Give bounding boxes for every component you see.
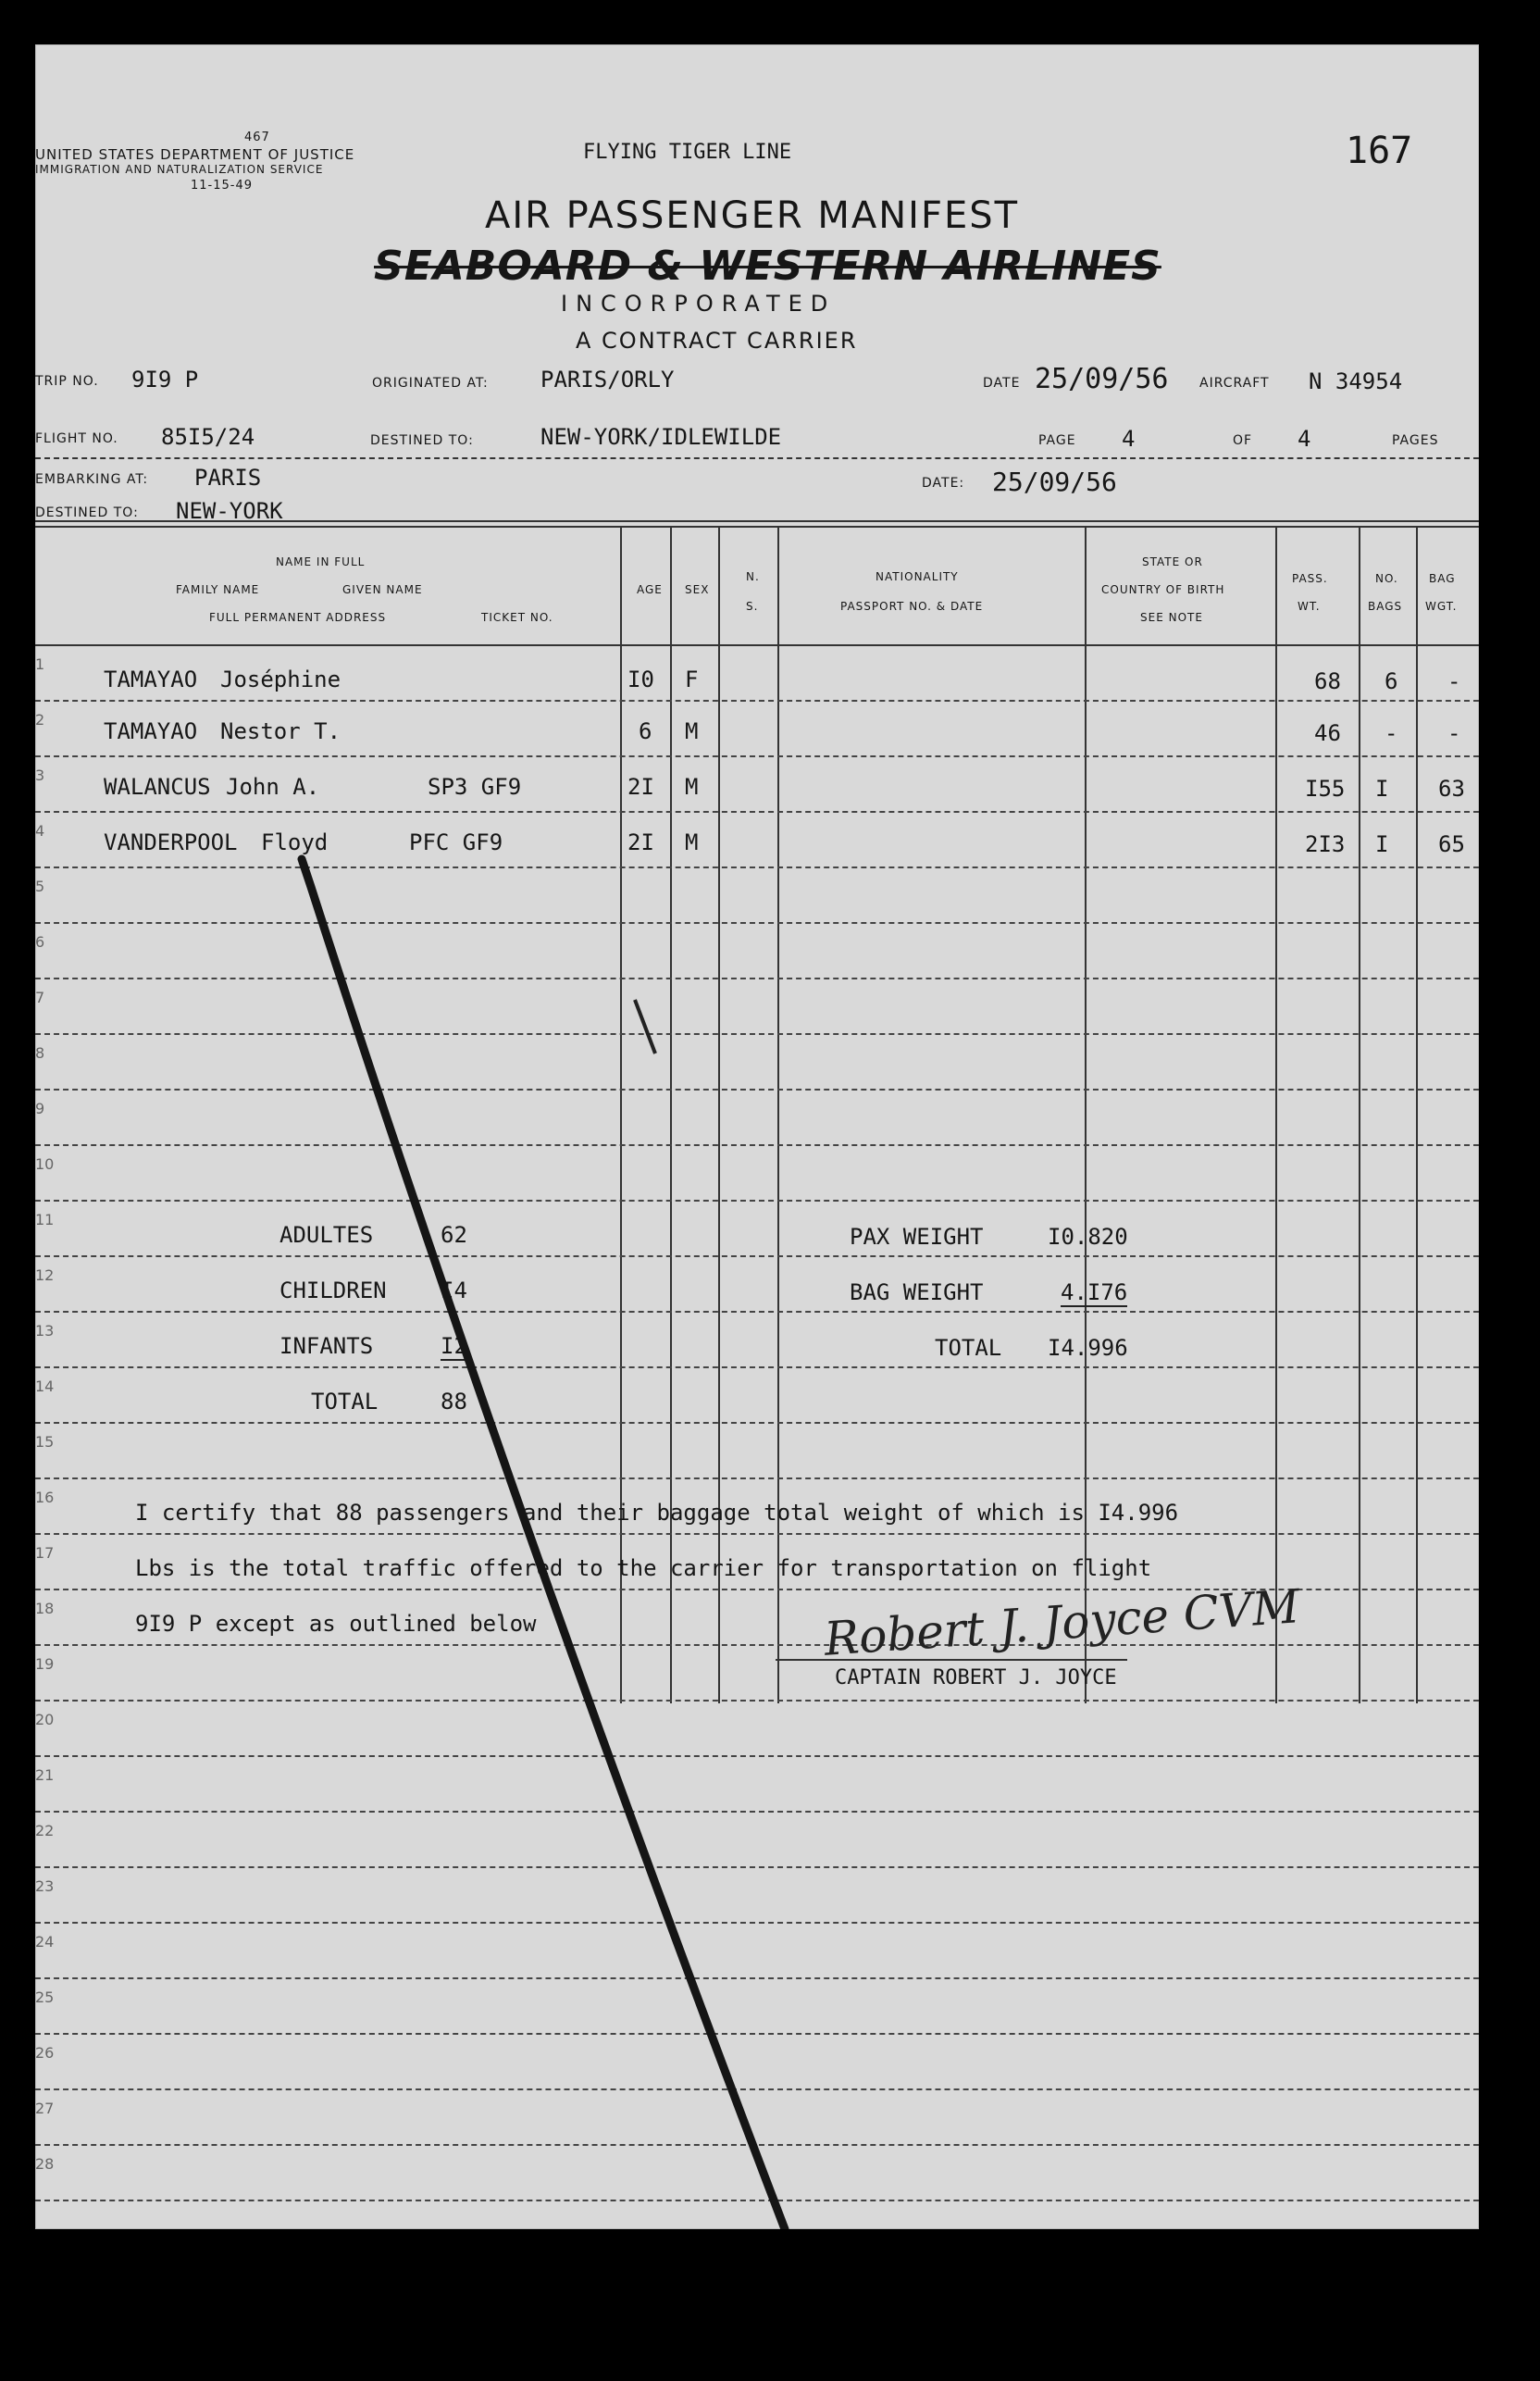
row-number: 19	[35, 1655, 55, 1673]
passenger-family-name: VANDERPOOL	[104, 829, 238, 855]
bag-weight-label: BAG WEIGHT	[850, 1279, 984, 1305]
passenger-sex: M	[685, 829, 699, 855]
weight-total-label: TOTAL	[935, 1335, 1002, 1361]
passenger-given-name: Nestor T.	[220, 718, 342, 744]
originated-value: PARIS/ORLY	[540, 367, 675, 393]
col-ticket: TICKET NO.	[481, 611, 553, 624]
destined2-value: NEW-YORK	[176, 498, 283, 524]
embarking-label: EMBARKING AT:	[35, 472, 149, 487]
col-wgt: WGT.	[1425, 600, 1458, 613]
passenger-given-name: Floyd	[261, 829, 329, 855]
col-pass: PASS.	[1292, 572, 1328, 585]
passenger-sex: M	[685, 718, 699, 744]
passenger-bags: I	[1375, 776, 1389, 802]
col-given-name: GIVEN NAME	[342, 583, 423, 596]
row-number: 26	[35, 2044, 55, 2062]
col-nationality: NATIONALITY	[876, 570, 959, 583]
row-number: 10	[35, 1155, 55, 1173]
infants-value: I2	[441, 1333, 467, 1359]
passenger-bag-weight: 63	[1438, 776, 1465, 802]
row-number: 25	[35, 1988, 55, 2006]
trip-no-label: TRIP NO.	[35, 374, 99, 389]
row-number: 3	[35, 767, 45, 784]
row-number: 24	[35, 1933, 55, 1951]
row-number: 9	[35, 1100, 45, 1117]
certification-line-2: Lbs is the total traffic offered to the carrier for transportation on flight	[135, 1555, 1152, 1581]
col-family-name: FAMILY NAME	[176, 583, 260, 596]
form-date: 11-15-49	[191, 179, 254, 193]
certification-line-3: 9I9 P except as outlined below	[135, 1611, 537, 1637]
destined-label: DESTINED TO:	[370, 433, 474, 448]
passenger-weight: I55	[1305, 776, 1346, 802]
page-value: 4	[1122, 426, 1136, 452]
col-address: FULL PERMANENT ADDRESS	[209, 611, 387, 624]
airline-name: FLYING TIGER LINE	[583, 141, 792, 164]
col-wt: WT.	[1298, 600, 1321, 613]
date-value: 25/09/56	[1035, 363, 1169, 395]
row-number: 27	[35, 2100, 55, 2117]
destined2-label: DESTINED TO:	[35, 505, 139, 520]
passenger-weight: 46	[1314, 720, 1341, 746]
row-number: 16	[35, 1489, 55, 1506]
department: UNITED STATES DEPARTMENT OF JUSTICE	[35, 146, 355, 163]
row-number: 2	[35, 711, 45, 729]
passenger-service-info: SP3 GF9	[428, 774, 522, 800]
passenger-sex: M	[685, 774, 699, 800]
struck-airline: SEABOARD & WESTERN AIRLINES	[374, 243, 1161, 290]
pax-weight-label: PAX WEIGHT	[850, 1224, 984, 1250]
col-sex: SEX	[685, 583, 710, 596]
row-number: 23	[35, 1877, 55, 1895]
passenger-age: I0	[627, 667, 654, 692]
col-no: NO.	[1375, 572, 1398, 585]
col-name-in-full: NAME IN FULL	[276, 555, 366, 568]
destined-value: NEW-YORK/IDLEWILDE	[540, 424, 782, 450]
manifest-sheet	[35, 44, 1479, 2229]
carrier-type: A CONTRACT CARRIER	[576, 328, 858, 354]
col-age: AGE	[637, 583, 663, 596]
adultes-value: 62	[441, 1222, 467, 1248]
col-bags: BAGS	[1368, 600, 1403, 613]
passenger-service-info: PFC GF9	[409, 829, 503, 855]
passenger-family-name: TAMAYAO	[104, 718, 198, 744]
signature: Robert J. Joyce CVM	[822, 1579, 1302, 1666]
row-number: 14	[35, 1377, 55, 1395]
passenger-family-name: WALANCUS	[104, 774, 211, 800]
flight-no: 85I5/24	[161, 424, 255, 450]
passenger-weight: 68	[1314, 668, 1341, 694]
row-number: 18	[35, 1600, 55, 1617]
embarking-value: PARIS	[194, 465, 262, 491]
pax-weight-value: I0.820	[1048, 1224, 1128, 1250]
col-bag: BAG	[1429, 572, 1456, 585]
of-value: 4	[1298, 426, 1311, 452]
passenger-family-name: TAMAYAO	[104, 667, 198, 692]
passenger-bags: 6	[1385, 668, 1398, 694]
children-label: CHILDREN	[279, 1278, 387, 1303]
adultes-label: ADULTES	[279, 1222, 374, 1248]
row-number: 11	[35, 1211, 55, 1228]
passenger-given-name: John A.	[226, 774, 320, 800]
row-number: 5	[35, 878, 45, 895]
row-number: 15	[35, 1433, 55, 1451]
flight-no-label: FLIGHT NO.	[35, 431, 118, 446]
manifest-title: AIR PASSENGER MANIFEST	[485, 194, 1020, 237]
children-value: I4	[441, 1278, 467, 1303]
certification-line-1: I certify that 88 passengers and their baggage total weight of which is I4.996	[135, 1500, 1179, 1526]
col-country: COUNTRY OF BIRTH	[1101, 583, 1225, 596]
passenger-age: 2I	[627, 829, 654, 855]
aircraft-value: N 34954	[1309, 368, 1403, 394]
passenger-bag-weight: -	[1447, 668, 1461, 694]
emb-date-label: DATE:	[922, 476, 965, 491]
col-n: N.	[746, 570, 760, 583]
passenger-sex: F	[685, 667, 699, 692]
total-value: 88	[441, 1389, 467, 1415]
passenger-bag-weight: 65	[1438, 831, 1465, 857]
originated-label: ORIGINATED AT:	[372, 376, 489, 391]
row-number: 21	[35, 1766, 55, 1784]
row-number: 22	[35, 1822, 55, 1839]
row-number: 6	[35, 933, 45, 951]
row-number: 1	[35, 655, 45, 673]
row-number: 20	[35, 1711, 55, 1728]
passenger-age: 2I	[627, 774, 654, 800]
row-number: 4	[35, 822, 45, 840]
row-number: 13	[35, 1322, 55, 1340]
service: IMMIGRATION AND NATURALIZATION SERVICE	[35, 163, 324, 176]
col-s: S.	[746, 600, 759, 613]
row-number: 17	[35, 1544, 55, 1562]
row-number: 12	[35, 1266, 55, 1284]
passenger-bag-weight: -	[1447, 720, 1461, 746]
infants-label: INFANTS	[279, 1333, 374, 1359]
row-number: 8	[35, 1044, 45, 1062]
pages-label: PAGES	[1392, 433, 1439, 448]
incorporated: INCORPORATED	[561, 291, 837, 317]
passenger-age: 6	[639, 718, 652, 744]
passenger-bags: -	[1385, 720, 1398, 746]
bag-weight-value: 4.I76	[1061, 1279, 1128, 1305]
passenger-bags: I	[1375, 831, 1389, 857]
emb-date-value: 25/09/56	[992, 467, 1117, 497]
signer-name: CAPTAIN ROBERT J. JOYCE	[835, 1666, 1117, 1689]
diagonal-strike-mark	[35, 44, 1479, 2229]
weight-total-value: I4.996	[1048, 1335, 1128, 1361]
aircraft-label: AIRCRAFT	[1199, 376, 1270, 391]
page-label: PAGE	[1038, 433, 1076, 448]
col-see-note: SEE NOTE	[1140, 611, 1203, 624]
form-number: 467	[244, 131, 270, 144]
trip-no: 9I9 P	[131, 367, 199, 393]
of-label: OF	[1233, 433, 1253, 448]
passenger-given-name: Joséphine	[220, 667, 342, 692]
passenger-weight: 2I3	[1305, 831, 1346, 857]
date-label: DATE	[983, 376, 1021, 391]
row-number: 7	[35, 989, 45, 1006]
row-number: 28	[35, 2155, 55, 2173]
col-state: STATE OR	[1142, 555, 1203, 568]
col-passport: PASSPORT NO. & DATE	[840, 600, 984, 613]
total-label: TOTAL	[311, 1389, 379, 1415]
page-stamp: 167	[1346, 130, 1413, 172]
